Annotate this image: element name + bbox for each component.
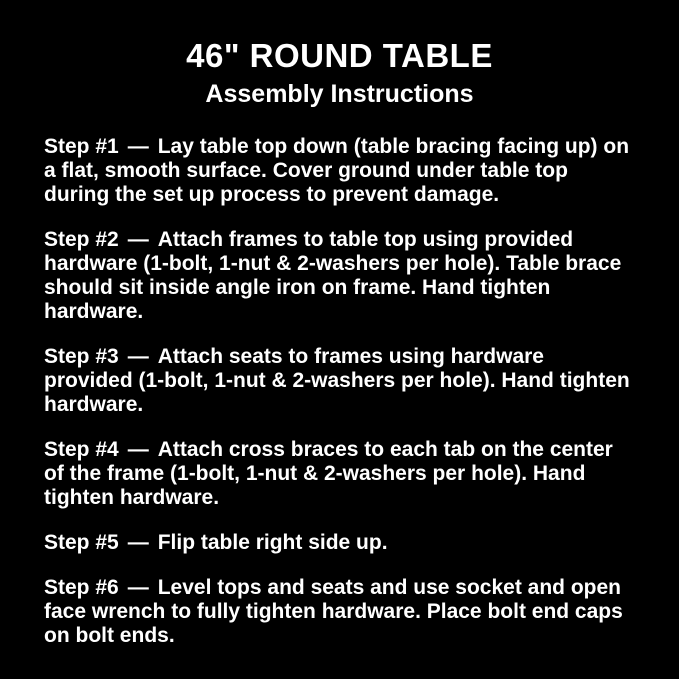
step-2-text: Attach frames to table top using provided hardware (1-bolt, 1-nut & 2-washers per hole). Table brace should sit inside angle iron on frame. Hand tighten hardware. xyxy=(44,228,622,323)
step-2-dash: — xyxy=(127,228,149,251)
step-1-dash: — xyxy=(127,135,149,158)
step-4 xyxy=(44,438,637,510)
step-6-text: Level tops and seats and use socket and open face wrench to fully tighten hardware. Place bolt end caps on bolt ends. xyxy=(44,576,623,647)
step-1-label: Step #1 xyxy=(44,135,119,158)
step-6 xyxy=(44,576,637,648)
step-3-dash: — xyxy=(127,345,149,368)
steps-list xyxy=(0,135,679,648)
step-3 xyxy=(44,345,637,417)
header xyxy=(0,0,679,108)
step-6-dash: — xyxy=(127,576,149,599)
step-3-text: Attach seats to frames using hardware provided (1-bolt, 1-nut & 2-washers per hole). Hand tighten hardware. xyxy=(44,345,630,416)
step-5-label: Step #5 xyxy=(44,531,119,554)
step-4-dash: — xyxy=(127,438,149,461)
step-4-text: Attach cross braces to each tab on the center of the frame (1-bolt, 1-nut & 2-washers per hole). Hand tighten hardware. xyxy=(44,438,613,509)
step-1-text: Lay table top down (table bracing facing up) on a flat, smooth surface. Cover ground under table top during the set up process to prevent damage. xyxy=(44,135,630,206)
step-5-dash: — xyxy=(127,531,149,554)
step-5 xyxy=(44,531,637,555)
step-6-label: Step #6 xyxy=(44,576,119,599)
step-2 xyxy=(44,228,637,324)
step-2-label: Step #2 xyxy=(44,228,119,251)
step-3-label: Step #3 xyxy=(44,345,119,368)
step-5-text: Flip table right side up. xyxy=(157,531,388,554)
page-subtitle: Assembly Instructions xyxy=(205,80,474,108)
page-title: 46" ROUND TABLE xyxy=(186,37,493,74)
step-4-label: Step #4 xyxy=(44,438,119,461)
step-1 xyxy=(44,135,637,207)
